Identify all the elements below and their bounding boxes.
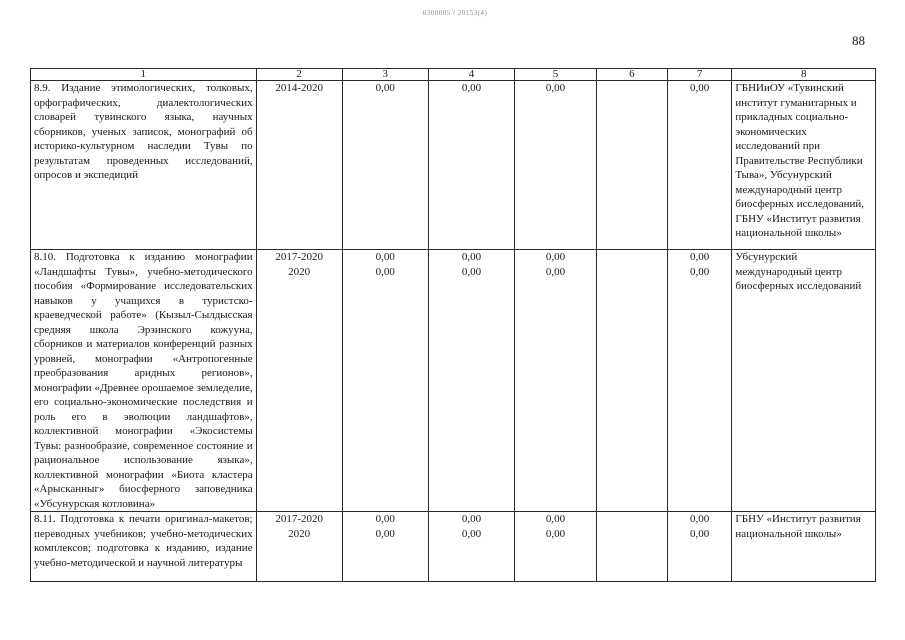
period-value: 2014-2020 <box>275 82 323 94</box>
amount-value: 0,00 <box>461 513 482 525</box>
item-description: 8.11. Подготовка к печати оригинал-макетов; переводных учебников; учебно-методических комплексов; подготовка к изданию, издание учебно-методической и научной литературы <box>31 512 257 582</box>
amount-value: 0,00 <box>375 513 395 525</box>
item-description: 8.10. Подготовка к изданию монографии «Ландшафты Тувы», учебно-методического пособия «Формирование исследовательских навыков у учащихся в туристско-краеведческой работе» (Кызыл-Сылдысская средняя школа Эрзинского кожууна, сборников и материалов конференций разных уровней, монографии «Антропогенные преобразования аридных регионов», монографии «Древнее орошаемое земледелие, его социально-экономические последствия и роль его в эволюции ландшафтов», коллективной монографии «Экосистемы Тувы: разнообразие, современное состояние и рациональное использование языка», коллективной монографии «Биота кластера «Арысканныг» биосферного заповедника «Убсунурская котловина» <box>31 250 257 512</box>
amount-cell <box>428 81 514 250</box>
period-value: 2017-2020 <box>275 513 323 525</box>
column-header-1: 1 <box>31 69 257 81</box>
executor-cell: Убсунурский международный центр биосферных исследований <box>732 250 876 512</box>
amount-cell <box>515 250 597 512</box>
page-number: 88 <box>852 33 865 48</box>
amount-cell <box>342 512 428 582</box>
column-header-8: 8 <box>732 69 876 81</box>
table-row <box>31 512 876 582</box>
column-header-7: 7 <box>667 69 732 81</box>
table-row <box>31 250 876 512</box>
amount-value <box>600 527 664 542</box>
period-cell <box>256 250 342 512</box>
period-value: 2020 <box>288 265 311 278</box>
amount-value: 0,00 <box>545 527 566 540</box>
item-description: 8.9. Издание этимологических, толковых, орфографических, диалектологических словарей тувинского языка, научных сборников, ученых записок, монографий об историко-культурном наследии Тувы по результатам проведенных исследований, опросов и экспедиций <box>31 81 257 250</box>
amount-cell <box>428 250 514 512</box>
amount-cell <box>667 250 732 512</box>
amount-value: 0,00 <box>375 82 395 94</box>
document-id-header: 6300005 / 20153(4) <box>422 9 488 17</box>
column-header-4: 4 <box>428 69 514 81</box>
amount-value: 0,00 <box>689 527 710 540</box>
amount-value: 0,00 <box>375 527 395 540</box>
amount-value: 0,00 <box>545 82 566 94</box>
amount-value: 0,00 <box>461 251 482 263</box>
amount-value: 0,00 <box>689 513 710 525</box>
amount-value <box>600 250 664 265</box>
amount-value: 0,00 <box>545 513 566 525</box>
column-number-row <box>31 69 876 81</box>
amount-value: 0,00 <box>689 265 710 278</box>
column-header-3: 3 <box>342 69 428 81</box>
amount-cell <box>667 512 732 582</box>
amount-cell <box>515 512 597 582</box>
amount-value: 0,00 <box>375 251 395 263</box>
amount-value: 0,00 <box>689 251 710 263</box>
amount-cell <box>667 81 732 250</box>
period-cell <box>256 512 342 582</box>
amount-cell <box>342 81 428 250</box>
period-value: 2017-2020 <box>275 251 323 263</box>
executor-cell: ГБНИиОУ «Тувинский институт гуманитарных и прикладных социально-экономических исследований при Правительстве Республики Тыва», Убсунурский международный центр биосферных исследований, ГБНУ «Институт развития национальной школы» <box>732 81 876 250</box>
amount-value <box>600 81 664 96</box>
amount-value: 0,00 <box>461 527 482 540</box>
amount-value: 0,00 <box>545 265 566 278</box>
column-header-2: 2 <box>256 69 342 81</box>
executor-cell: ГБНУ «Институт развития национальной школы» <box>732 512 876 582</box>
amount-value: 0,00 <box>461 82 482 94</box>
amount-value: 0,00 <box>461 265 482 278</box>
program-table <box>30 68 876 582</box>
amount-cell <box>342 250 428 512</box>
amount-cell <box>515 81 597 250</box>
amount-value <box>600 265 664 280</box>
column-header-5: 5 <box>515 69 597 81</box>
amount-value: 0,00 <box>545 251 566 263</box>
amount-cell <box>428 512 514 582</box>
column-header-6: 6 <box>597 69 668 81</box>
period-value: 2020 <box>288 527 311 540</box>
amount-value <box>600 512 664 527</box>
amount-cell <box>597 512 668 582</box>
amount-cell <box>597 250 668 512</box>
amount-cell <box>597 81 668 250</box>
amount-value: 0,00 <box>375 265 395 278</box>
amount-value: 0,00 <box>689 82 710 94</box>
table-row <box>31 81 876 250</box>
period-cell <box>256 81 342 250</box>
